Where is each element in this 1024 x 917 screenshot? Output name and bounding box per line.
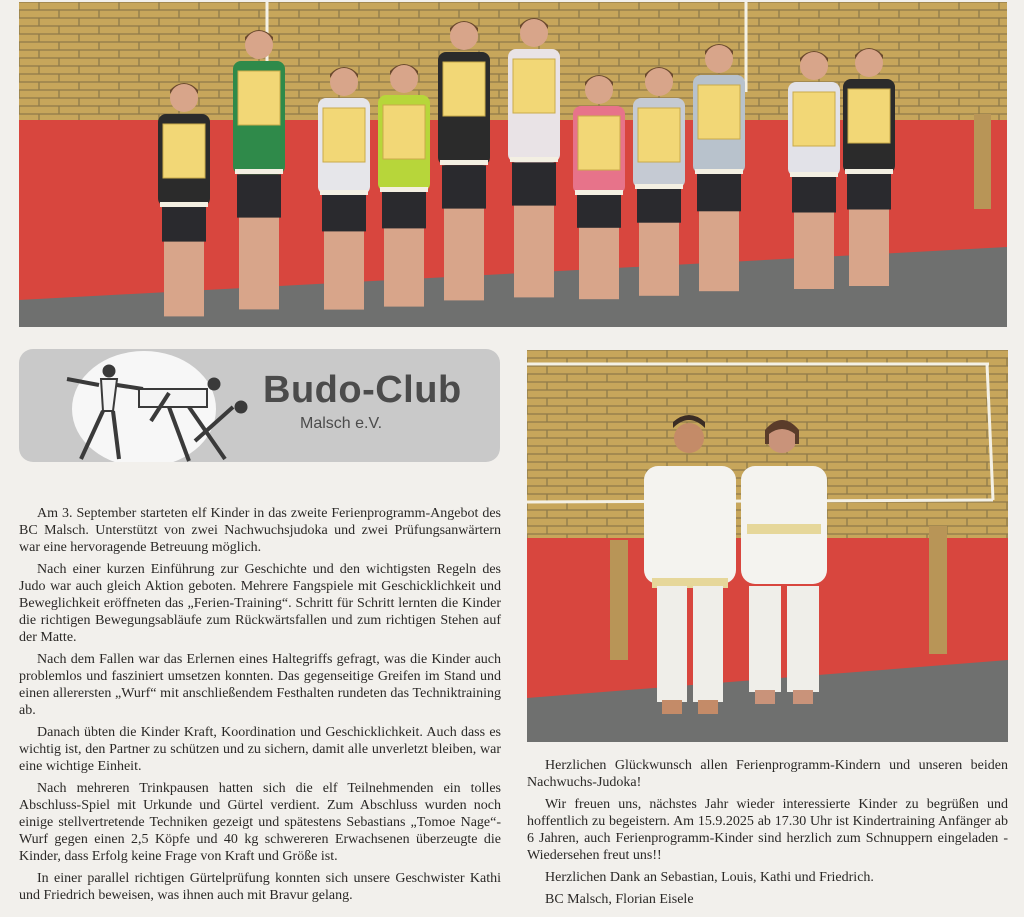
signature: BC Malsch, Florian Eisele bbox=[545, 892, 694, 907]
photo-two-judoka bbox=[527, 350, 1008, 742]
article-paragraph: Nach mehreren Trinkpausen hatten sich die elf Teilnehmenden ein tolles Abschluss-Spiel mit Urkunde und Gürtel verdient. Zum Abschluss wurden noch einige stellvertretende Techniken gezeigt und spätestens Sebastians „Tomoe Nage“-Wurf gegen einen 2,5 Köpfe und 40 kg schwereren Erwachsenen überzeugte die Kinder, dass Erfolg keine Frage von Kraft und Größe ist. bbox=[19, 781, 501, 864]
article-paragraph: Danach übten die Kinder Kraft, Koordination und Geschicklichkeit. Auch dass es wichtig ist, den Partner zu schützen und zu sichern, damit alle unverletzt bleiben, war eine wichtige Einheit. bbox=[19, 725, 501, 774]
child-figure bbox=[693, 44, 745, 291]
child-figure bbox=[158, 83, 210, 316]
article-paragraph: Wir freuen uns, nächstes Jahr wieder interessierte Kinder zu begrüßen und hoffentlich zu begeistern. Am 15.9.2025 ab 17.30 Uhr ist Kindertraining Anfänger ab 6 Jahren, auch Ferienprogramm-Kinder sind herzlich zum Schnuppern eingeladen - Wiedersehen freut uns!! bbox=[527, 797, 1008, 863]
child-figure bbox=[788, 51, 840, 289]
article-paragraph: Herzlichen Glückwunsch allen Ferienprogramm-Kindern und unseren beiden Nachwuchs-Judoka! bbox=[527, 758, 1008, 790]
child-figure bbox=[233, 30, 285, 309]
article-right-column bbox=[527, 757, 1008, 913]
child-figure bbox=[378, 64, 430, 307]
certificate bbox=[848, 89, 890, 143]
certificate bbox=[513, 59, 555, 113]
certificate bbox=[578, 116, 620, 170]
logo-title: Budo-Club bbox=[263, 369, 462, 411]
certificate bbox=[163, 124, 205, 178]
certificate bbox=[793, 92, 835, 146]
child-figure bbox=[438, 21, 490, 300]
certificate bbox=[638, 108, 680, 162]
child-figure bbox=[318, 67, 370, 310]
thanks-line: Herzlichen Dank an Sebastian, Louis, Kathi und Friedrich. bbox=[545, 870, 874, 885]
article-left-column bbox=[19, 505, 501, 909]
child-figure bbox=[573, 75, 625, 299]
child-figure bbox=[633, 67, 685, 296]
certificate bbox=[323, 108, 365, 162]
article-paragraph: Am 3. September starteten elf Kinder in das zweite Ferienprogramm-Angebot des BC Malsch. Unterstützt von zwei Nachwuchsjudoka und zwei Prüfungsanwärtern war eine hervoragende Betreuung möglich. bbox=[19, 506, 501, 555]
certificate bbox=[443, 62, 485, 116]
article-paragraph: Nach einer kurzen Einführung zur Geschichte und den wichtigsten Regeln des Judo war auch gleich Aktion geboten. Mehrere Fangspiele mit Geschicklichkeit und Beweglichkeit eröffneten das „Ferien-Training“. Schritt für Schritt lernten die Kinder die richtigen Bewegungsabläufe zum Rückwärtsfallen und zum richtigen Stehen auf der Matte. bbox=[19, 562, 501, 645]
certificate bbox=[238, 71, 280, 125]
logo-subtitle: Malsch e.V. bbox=[300, 415, 383, 432]
child-figure bbox=[843, 48, 895, 286]
group-photo-kids bbox=[19, 2, 1007, 327]
child-figure bbox=[508, 18, 560, 297]
article-paragraph: In einer parallel richtigen Gürtelprüfung konnten sich unsere Geschwister Kathi und Friedrich beweisen, was ihnen auch mit Bravur gelang. bbox=[19, 871, 501, 903]
article-paragraph: Nach dem Fallen war das Erlernen eines Haltegriffs gefragt, was die Kinder auch problemlos und fasziniert umsetzen konnten. Das gegenseitige Greifen im Stand und einen allerersten „Wurf“ mit anschließendem Festhalten rundeten das Techniktraining ab. bbox=[19, 652, 501, 718]
certificate bbox=[698, 85, 740, 139]
certificate bbox=[383, 105, 425, 159]
judoka-silhouette-icon bbox=[19, 349, 279, 462]
budo-club-logo bbox=[19, 349, 500, 462]
